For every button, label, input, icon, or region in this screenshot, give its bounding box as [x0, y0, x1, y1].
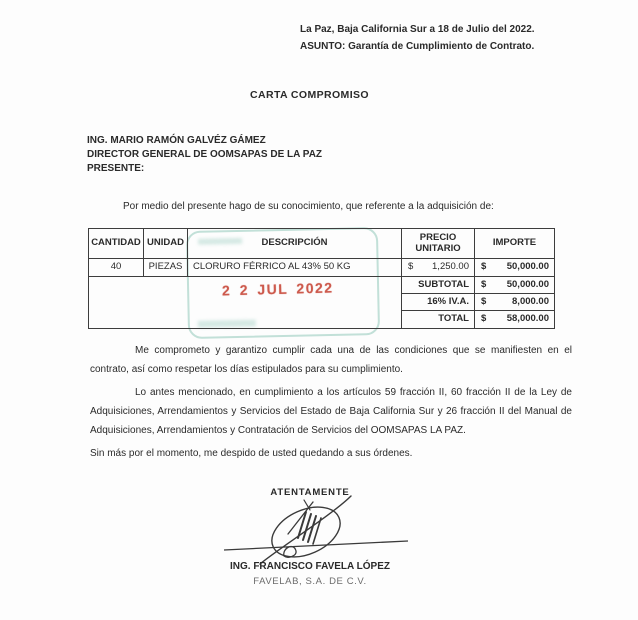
header-unidad: UNIDAD: [144, 229, 188, 259]
cell-importe: [475, 259, 554, 277]
importe-value: 50,000.00: [506, 261, 549, 273]
subtotal-value-cell: [475, 277, 554, 294]
total-value-cell: [475, 311, 554, 328]
recipient-block: [87, 134, 322, 176]
currency-sign: $: [481, 313, 487, 325]
total-value: 58,000.00: [506, 313, 549, 325]
date-line: La Paz, Baja California Sur a 18 de Julio del 2022.: [300, 24, 535, 35]
subtotal-value: 50,000.00: [506, 278, 549, 290]
document-title: CARTA COMPROMISO: [250, 89, 369, 101]
subject-line: ASUNTO: Garantía de Cumplimiento de Contrato.: [300, 41, 535, 52]
legal-paragraph: Lo antes mencionado, en cumplimiento a los artículos 59 fracción II, 60 fracción II de la Ley de Adquisiciones, Arrendamientos y Servicios del Estado de Baja California Sur y 26 fracción II del Manual de Adquisiciones, Arrendamientos y Contratación de Servicios del OOMSAPAS LA PAZ.: [90, 387, 572, 436]
recipient-name: ING. MARIO RAMÓN GALVÉZ GÁMEZ: [87, 135, 266, 146]
cell-precio-unitario: [402, 259, 475, 277]
currency-sign: $: [408, 261, 414, 273]
iva-value: 8,000.00: [512, 295, 549, 307]
header-importe: IMPORTE: [475, 229, 554, 259]
currency-sign: $: [481, 295, 487, 307]
cell-descripcion: CLORURO FÉRRICO AL 43% 50 KG: [188, 259, 402, 277]
recipient-position: DIRECTOR GENERAL DE OOMSAPAS DE LA PAZ: [87, 149, 323, 160]
iva-label: 16% IV.A.: [402, 294, 475, 311]
received-date-stamp: 2 2 JUL 2022: [221, 279, 334, 299]
farewell-label: ATENTAMENTE: [270, 487, 350, 498]
quote-table: [88, 228, 555, 329]
signatory-company: FAVELAB, S.A. DE C.V.: [253, 576, 367, 587]
cell-unidad: PIEZAS: [144, 259, 188, 277]
header-descripcion: DESCRIPCIÓN: [188, 229, 402, 259]
closing-paragraph: Sin más por el momento, me despido de usted quedando a sus órdenes.: [90, 448, 413, 459]
currency-sign: $: [481, 261, 487, 273]
intro-paragraph: Por medio del presente hago de su conocimiento, que referente a la adquisición de:: [123, 201, 494, 212]
total-label: TOTAL: [402, 311, 475, 328]
cell-cantidad: 40: [89, 259, 144, 277]
subtotal-label: SUBTOTAL: [402, 277, 475, 294]
header-cantidad: CANTIDAD: [89, 229, 144, 259]
precio-value: 1,250.00: [432, 261, 469, 273]
header-precio-unitario: PRECIO UNITARIO: [402, 229, 475, 259]
currency-sign: $: [481, 278, 487, 290]
recipient-salutation: PRESENTE:: [87, 163, 145, 174]
signatory-name: ING. FRANCISCO FAVELA LÓPEZ: [229, 561, 390, 572]
commitment-paragraph: Me comprometo y garantizo cumplir cada una de las condiciones que se manifiesten en el contrato, así como respetar los días estipulados para su cumplimiento.: [90, 345, 572, 375]
date-block: [300, 21, 535, 55]
iva-value-cell: [475, 294, 554, 311]
